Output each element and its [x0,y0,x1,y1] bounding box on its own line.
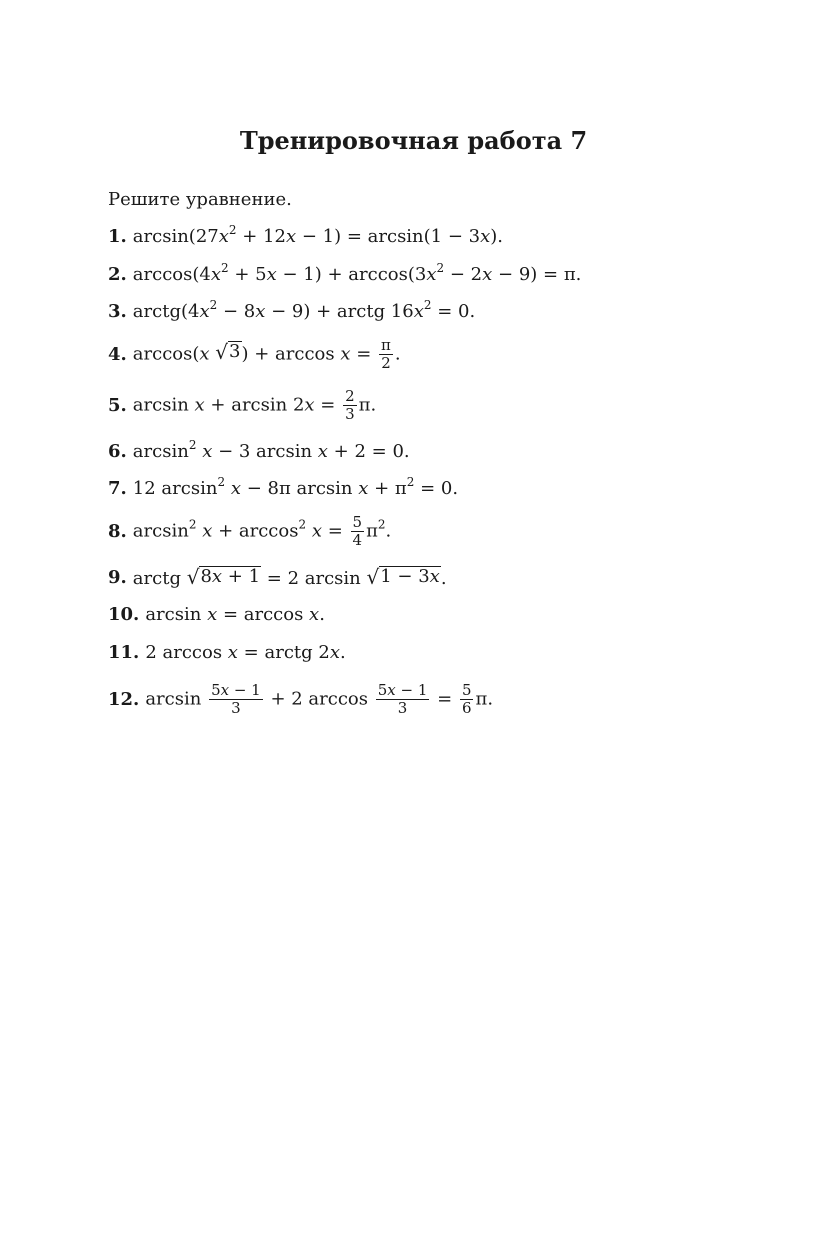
problem-number: 10. [108,603,140,625]
problem-number: 4. [108,343,127,365]
problem-number: 9. [108,566,127,588]
page-title: Тренировочная работа 7 [239,126,588,155]
equation: $\arcsin^2 x - 3$ arcsin x + 2 = 0. [132,437,410,462]
problem-11 [108,632,346,672]
equation: arccos(x √ 3 ) + arccos x = $\frac{\pi}{2}$ . [132,335,401,372]
problem-number: 7. [108,477,127,499]
problem-number: 8. [108,520,127,542]
problem-number: 3. [108,300,127,322]
problem-number: 1. [108,225,127,247]
problem-8 [108,511,391,551]
equation: $\arcsin(27x^2 + 12x - 1) = \arcsin(1 - 3x)$. [132,222,504,247]
problem-number: 6. [108,440,127,462]
equation: $\arccos(4x^2 + 5x - 1) + \arccos(3x^2 - 2x - 9) = \pi$. [132,260,582,285]
problem-5 [108,385,376,425]
problem-number: 2. [108,263,127,285]
equation: 2 arccos x = arctg 2x. [145,641,346,663]
equation: $arctg(4x^2 - 8x - 9)$ + arctg $16x^2 = 0$. [132,297,476,322]
problem-2 [108,254,581,294]
equation: arcsin x = arccos x. [145,603,325,625]
equation: $\arcsin^2 x + \arccos^2 x$ = $\frac{5}{4}$ $\pi^2$. [132,512,392,549]
problem-12 [108,679,493,719]
problem-number: 11. [108,641,140,663]
problem-7 [108,468,458,508]
equation: 12 $\arcsin^2 x - 8\pi$ $\arcsin x + \pi^2 = 0$. [132,474,459,499]
problem-number: 5. [108,394,127,416]
equation: arctg √ 8x + 1 = 2 arcsin √ 1 − 3x . [132,564,447,589]
problem-10 [108,594,325,634]
problem-9 [108,557,447,597]
equation: arcsin x + arcsin 2x = $\frac{2}{3}$ π. [132,386,377,423]
problem-6 [108,431,410,471]
problem-4 [108,334,401,374]
problem-number: 12. [108,688,140,710]
problem-3 [108,291,475,331]
instruction: Решите уравнение. [108,189,292,210]
equation: arcsin $\frac{5x - 1}{3}$ + 2 arccos $\frac{5x - 1}{3}$ = $\frac{5}{6}$ π. [145,680,494,717]
problem-1 [108,216,503,256]
